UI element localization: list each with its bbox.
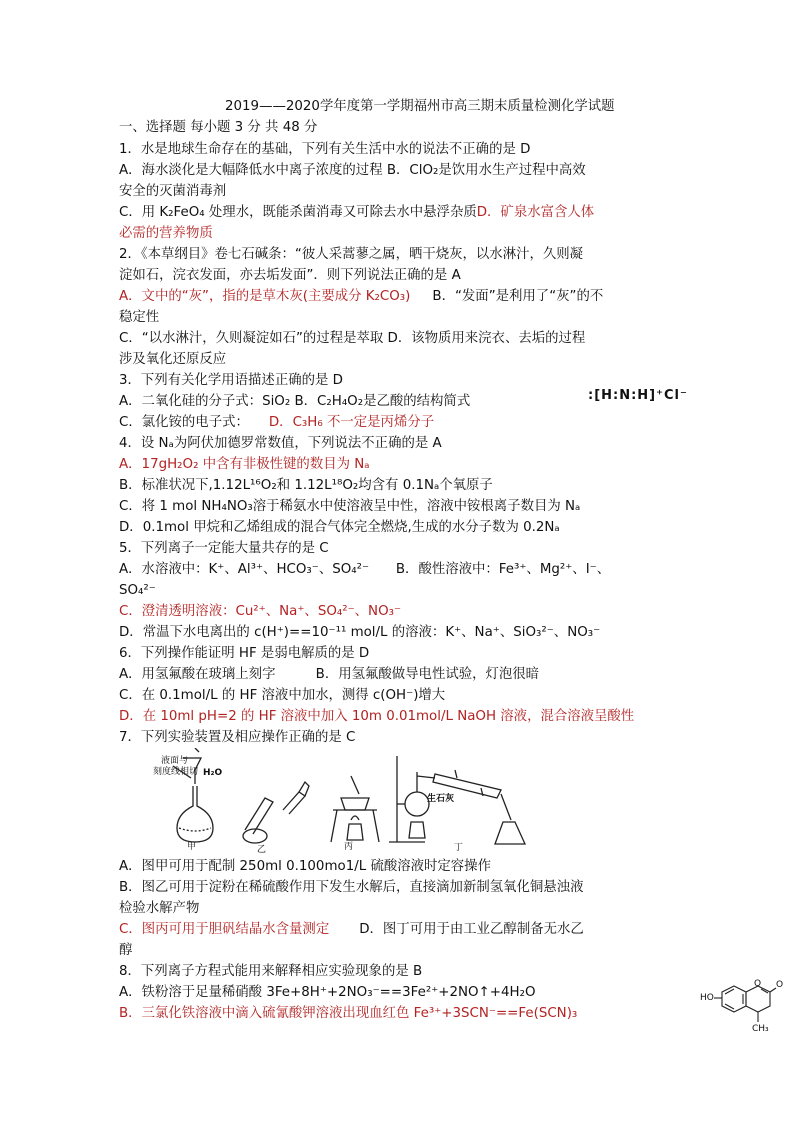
molecule-structure [700, 978, 786, 1042]
apparatus-figure [153, 748, 535, 852]
q1-option-d-cont: 必需的营养物质 [119, 226, 213, 241]
q7-option-c-d [119, 919, 584, 940]
q7-option-d: D．图丁可用于由工业乙醇制备无水乙 [359, 922, 584, 937]
q5-option-c: C．澄清透明溶液：Cu²⁺、Na⁺、SO₄²⁻、NO₃⁻ [119, 604, 402, 619]
q7-option-b-cont: 检验水解产物 [119, 901, 200, 916]
q2-option-a: A．文中的“灰”，指的是草木灰(主要成分 K₂CO₃) [119, 289, 411, 304]
q3-option-c: C．氯化铵的电子式： [119, 415, 249, 430]
q8-stem: 8．下列离子方程式能用来解释相应实验现象的是 B [119, 964, 423, 979]
label-ring-oxygen: O [754, 979, 762, 989]
q6-option-d: D．在 10ml pH=2 的 HF 溶液中加入 10m 0.01mol/L NaOH 溶液，混合溶液呈酸性 [119, 709, 635, 724]
label-methyl: CH₃ [752, 1024, 769, 1034]
q2-option-b: B．“发面”是利用了“灰”的不 [432, 289, 604, 304]
label-water: H₂O [203, 768, 223, 778]
section-heading: 一、选择题 每小题 3 分 共 48 分 [119, 120, 318, 135]
q1-option-d: D．矿泉水富含人体 [476, 205, 595, 220]
q7-option-d-cont: 醇 [119, 943, 133, 958]
q8-option-b: B．三氯化铁溶液中滴入硫氰酸钾溶液出现血红色 Fe³⁺+3SCN⁻==Fe(SCN)₃ [119, 1006, 578, 1021]
q2-option-b-cont: 稳定性 [119, 310, 160, 325]
q1-option-c-d [119, 202, 594, 223]
label-quicklime: 生石灰 [427, 794, 455, 804]
q2-option-d-cont: 涉及氧化还原反应 [119, 352, 227, 367]
label-fig-ding: 丁 [454, 843, 464, 853]
q4-stem: 4．设 Nₐ为阿伏加德罗常数值，下列说法不正确的是 A [119, 436, 442, 451]
q1-option-b-cont: 安全的灭菌消毒剂 [119, 184, 227, 199]
q7-option-a: A．图甲可用于配制 250ml 0.100mo1/L 硫酸溶液时定容操作 [119, 859, 491, 874]
q1-option-a-b: A．海水淡化是大幅降低水中离子浓度的过程 B．ClO₂是饮用水生产过程中高效 [119, 163, 586, 178]
q2-option-c-d: C．“以水淋汁，久则凝淀如石”的过程是萃取 D．该物质用来浣衣、去垢的过程 [119, 331, 586, 346]
q5-option-a-b: A．水溶液中：K⁺、Al³⁺、HCO₃⁻、SO₄²⁻ B．酸性溶液中：Fe³⁺、Mg²⁺、I⁻、 [119, 562, 611, 577]
label-liquid-level-1: 液面与 [161, 756, 189, 766]
q5-stem: 5．下列离子一定能大量共存的是 C [119, 541, 329, 556]
q4-option-c: C．将 1 mol NH₄NO₃溶于稀氨水中使溶液呈中性，溶液中铵根离子数目为 Nₐ [119, 499, 581, 514]
label-carbonyl-oxygen: O [776, 980, 784, 990]
q5-option-d: D．常温下水电离出的 c(H⁺)==10⁻¹¹ mol/L 的溶液：K⁺、Na⁺、SiO₃²⁻、NO₃⁻ [119, 625, 601, 640]
q6-stem: 6．下列操作能证明 HF 是弱电解质的是 D [119, 646, 370, 661]
q7-stem: 7．下列实验装置及相应操作正确的是 C [119, 730, 356, 745]
q5-option-b-cont: SO₄²⁻ [119, 583, 156, 598]
q1-stem: 1．水是地球生命存在的基础，下列有关生活中水的说法不正确的是 D [119, 142, 531, 157]
label-fig-jia: 甲 [187, 842, 197, 852]
q1-option-c: C．用 K₂FeO₄ 处理水，既能杀菌消毒又可除去水中悬浮杂质 [119, 205, 477, 220]
label-fig-yi: 乙 [257, 845, 267, 855]
apparatus-drawing [165, 748, 535, 852]
page-title: 2019——2020学年度第一学期福州市高三期末质量检测化学试题 [225, 99, 615, 114]
ammonium-chloride-electron-formula: :[H:N:H]⁺Cl⁻ [588, 388, 688, 403]
q6-option-a-b: A．用氢氟酸在玻璃上刻字 B．用氢氟酸做导电性试验，灯泡很暗 [119, 667, 540, 682]
molecule-drawing [700, 978, 786, 1042]
label-ho: HO [700, 993, 714, 1003]
q6-option-c: C．在 0.1mol/L 的 HF 溶液中加水，测得 c(OH⁻)增大 [119, 688, 446, 703]
q4-option-a: A．17gH₂O₂ 中含有非极性键的数目为 Nₐ [119, 457, 370, 472]
q2-stem-1: 2．《本草纲目》卷七石碱条：“彼人采蒿蓼之属，晒干烧灰，以水淋汁，久则凝 [119, 247, 584, 262]
label-liquid-level-2: 刻度线相切 [153, 767, 199, 777]
q3-option-c-d [119, 412, 434, 433]
q2-option-a-b [119, 286, 603, 307]
q4-option-b: B．标准状况下,1.12L¹⁶O₂和 1.12L¹⁸O₂均含有 0.1Nₐ个氧原子 [119, 478, 493, 493]
q4-option-d: D．0.1mol 甲烷和乙烯组成的混合气体完全燃烧,生成的水分子数为 0.2Nₐ [119, 520, 560, 535]
label-fig-bing: 丙 [344, 842, 354, 852]
q2-stem-2: 淀如石，浣衣发面，亦去垢发面”．则下列说法正确的是 A [119, 268, 461, 283]
q7-option-c: C．图丙可用于胆矾结晶水含量测定 [119, 922, 330, 937]
q3-option-a-b: A．二氧化硅的分子式：SiO₂ B．C₂H₄O₂是乙酸的结构简式 [119, 394, 471, 409]
q8-option-a: A．铁粉溶于足量稀硝酸 3Fe+8H⁺+2NO₃⁻==3Fe²⁺+2NO↑+4H₂O [119, 985, 536, 1000]
q3-stem: 3．下列有关化学用语描述正确的是 D [119, 373, 343, 388]
q7-option-b: B．图乙可用于淀粉在稀硫酸作用下发生水解后，直接滴加新制氢氧化铜悬浊液 [119, 880, 584, 895]
q3-option-d: D．C₃H₆ 不一定是丙烯分子 [268, 415, 435, 430]
